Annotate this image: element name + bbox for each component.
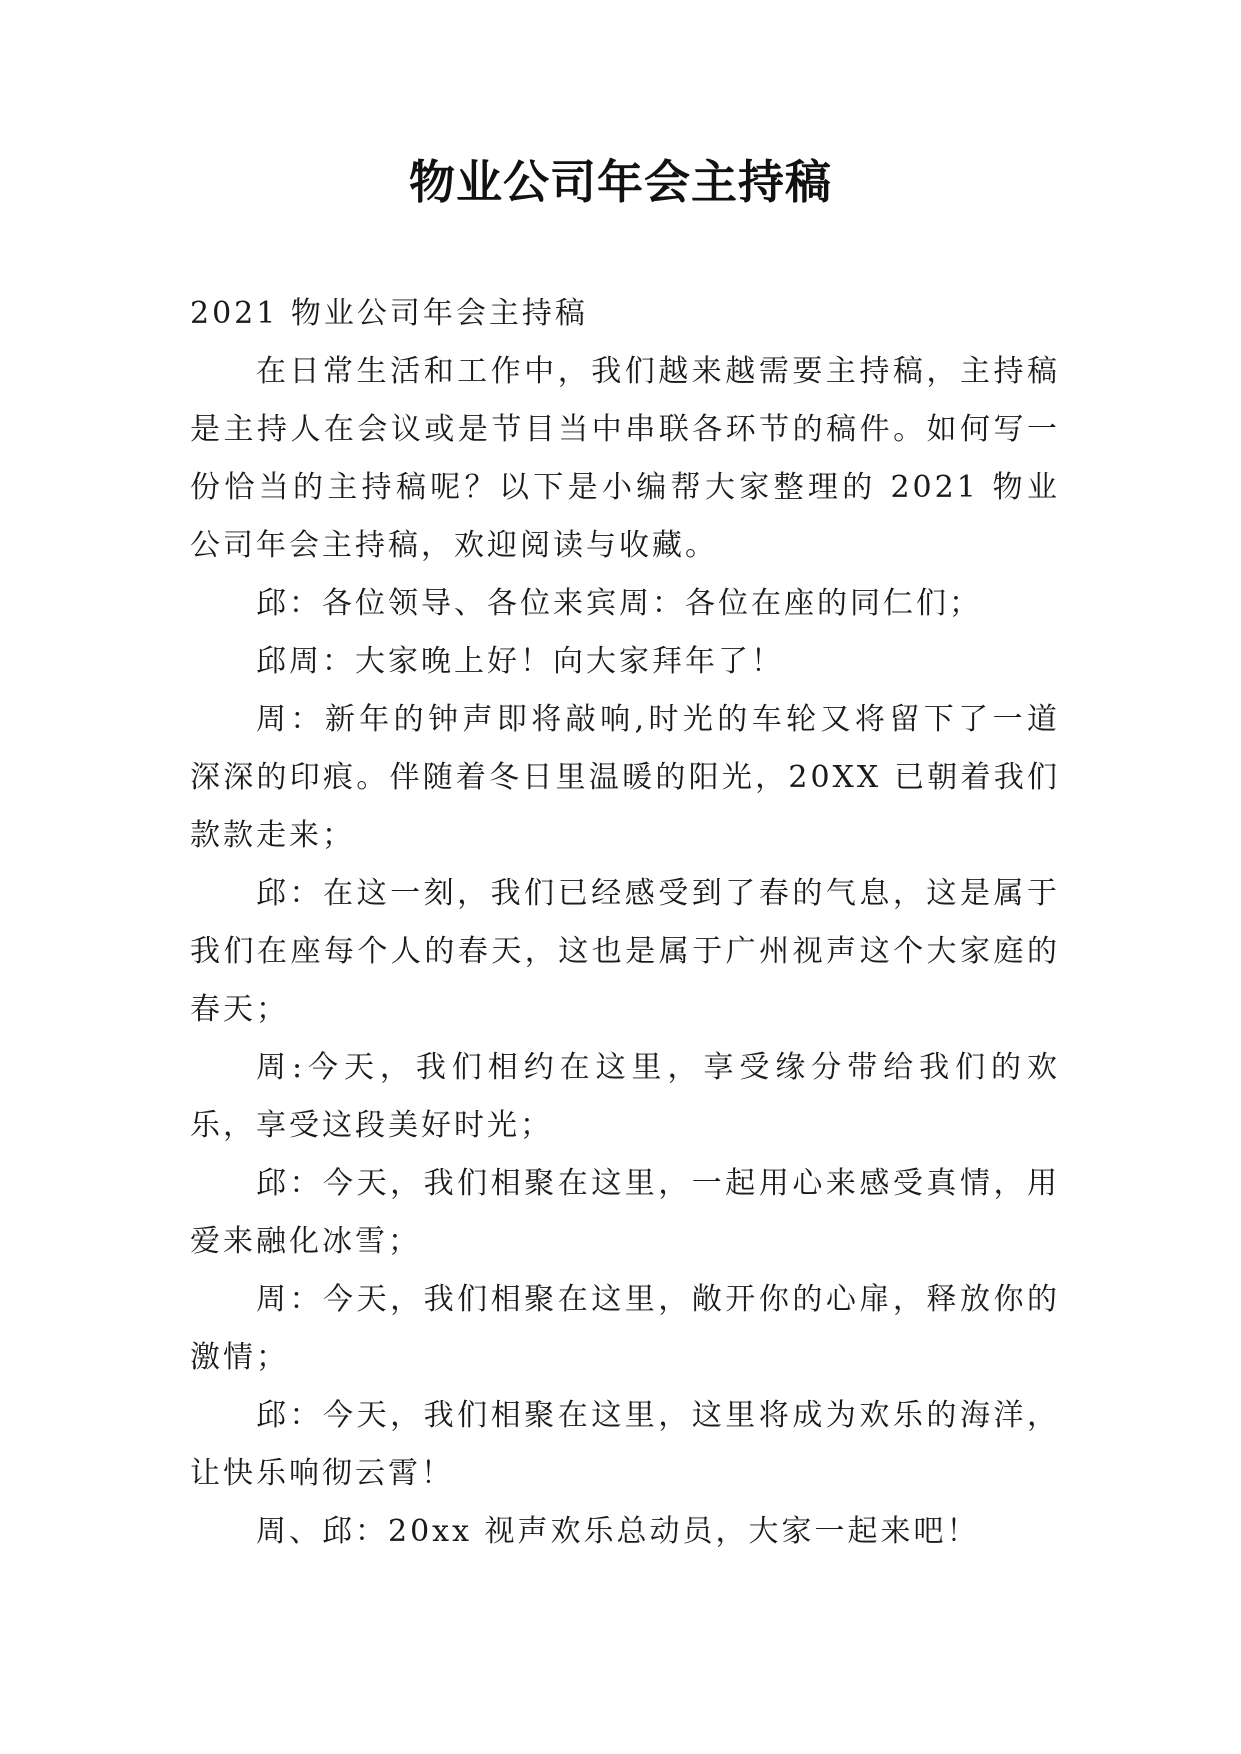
document-title: 物业公司年会主持稿 bbox=[409, 155, 832, 209]
paragraph-line: 周、邱：20xx 视声欢乐总动员，大家一起来吧！ bbox=[256, 1514, 980, 1549]
paragraph-line: 周：今天，我们相聚在这里，敞开你的心扉，释放你的激情； bbox=[190, 1282, 1060, 1375]
paragraph-line: 周：新年的钟声即将敲响,时光的车轮又将留下了一道深深的印痕。伴随着冬日里温暖的阳光，20XX 已朝着我们款款走来； bbox=[190, 702, 1060, 853]
paragraph-line: 邱：各位领导、各位来宾周：各位在座的同仁们； bbox=[256, 586, 982, 621]
paragraph-intro: 在日常生活和工作中，我们越来越需要主持稿，主持稿是主持人在会议或是节目当中串联各环节的稿件。如何写一份恰当的主持稿呢？以下是小编帮大家整理的 2021 物业公司年会主持稿，欢迎阅读与收藏。 bbox=[190, 354, 1060, 563]
paragraph-line: 周:今天，我们相约在这里，享受缘分带给我们的欢乐，享受这段美好时光； bbox=[190, 1050, 1060, 1143]
document-body bbox=[190, 285, 1060, 1561]
paragraph-line: 邱：今天，我们相聚在这里，一起用心来感受真情，用爱来融化冰雪； bbox=[190, 1166, 1060, 1259]
paragraph-line: 邱周：大家晚上好！向大家拜年了！ bbox=[256, 644, 784, 679]
paragraph-line: 邱：今天，我们相聚在这里，这里将成为欢乐的海洋，让快乐响彻云霄！ bbox=[190, 1398, 1060, 1491]
document-subtitle: 2021 物业公司年会主持稿 bbox=[190, 296, 588, 331]
paragraph-line: 邱：在这一刻，我们已经感受到了春的气息，这是属于我们在座每个人的春天，这也是属于广州视声这个大家庭的春天； bbox=[190, 876, 1060, 1027]
